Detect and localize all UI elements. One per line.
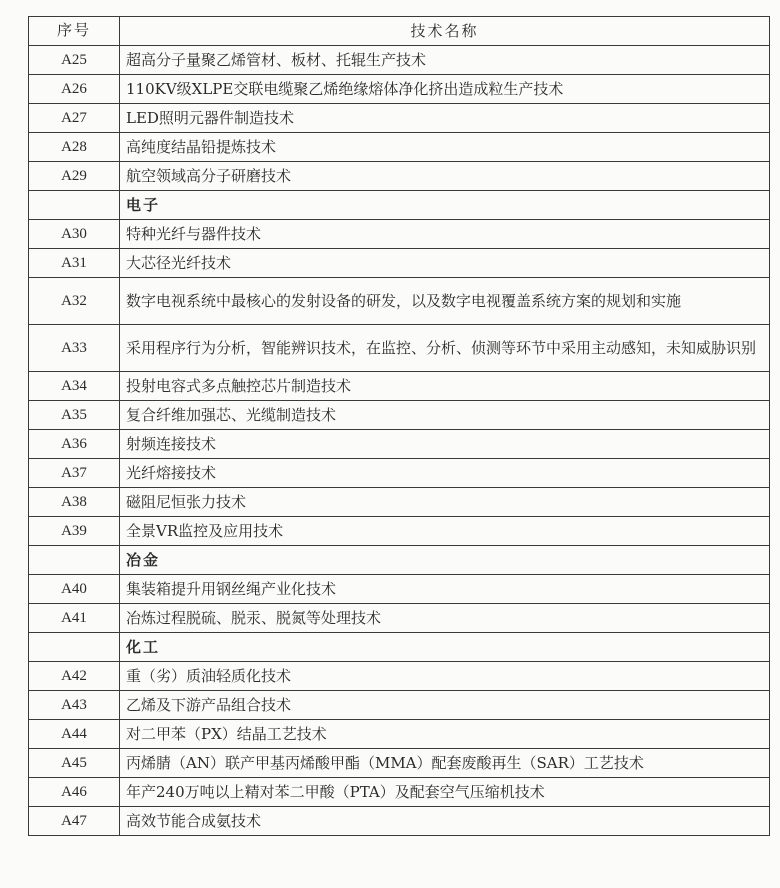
technology-name: 大芯径光纤技术 <box>126 254 232 272</box>
serial-number-cell: A31 <box>29 249 120 278</box>
category-name-cell <box>120 191 770 220</box>
serial-number-cell: A26 <box>29 75 120 104</box>
technology-name: 高效节能合成氨技术 <box>126 812 262 830</box>
table-row <box>29 278 770 325</box>
category-row <box>29 633 770 662</box>
table-row <box>29 75 770 104</box>
serial-number-cell: A34 <box>29 372 120 401</box>
technology-name: 复合纤维加强芯、光缆制造技术 <box>126 406 337 424</box>
technology-name: 磁阻尼恒张力技术 <box>126 493 247 511</box>
table-row <box>29 662 770 691</box>
serial-number-cell: A45 <box>29 749 120 778</box>
table-body <box>29 46 770 836</box>
table-row <box>29 162 770 191</box>
table-row <box>29 46 770 75</box>
serial-number-cell: A44 <box>29 720 120 749</box>
technology-name: 航空领域高分子研磨技术 <box>126 167 292 185</box>
table-row <box>29 401 770 430</box>
technology-name-cell <box>120 162 770 191</box>
technology-name-cell <box>120 691 770 720</box>
technology-name-cell <box>120 749 770 778</box>
table-row <box>29 691 770 720</box>
technology-name: 集装箱提升用钢丝绳产业化技术 <box>126 580 337 598</box>
table-row <box>29 459 770 488</box>
table-row <box>29 720 770 749</box>
table-row <box>29 778 770 807</box>
technology-name: 超高分子量聚乙烯管材、板材、托辊生产技术 <box>126 51 427 69</box>
serial-number-cell: A28 <box>29 133 120 162</box>
technology-name-cell <box>120 220 770 249</box>
serial-number-cell: A37 <box>29 459 120 488</box>
table-row <box>29 807 770 836</box>
technology-name: 对二甲苯（PX）结晶工艺技术 <box>126 725 327 743</box>
technology-name-cell <box>120 720 770 749</box>
table-row <box>29 488 770 517</box>
table-row <box>29 430 770 459</box>
serial-number-cell: A46 <box>29 778 120 807</box>
category-label: 冶金 <box>126 551 161 569</box>
table-row <box>29 133 770 162</box>
serial-number-cell: A25 <box>29 46 120 75</box>
technology-name: 光纤熔接技术 <box>126 464 217 482</box>
serial-number-cell: A36 <box>29 430 120 459</box>
header-technology-name: 技术名称 <box>120 17 770 46</box>
technology-table <box>28 16 770 836</box>
table-row <box>29 604 770 633</box>
technology-name: 高纯度结晶铅提炼技术 <box>126 138 277 156</box>
serial-number-cell: A43 <box>29 691 120 720</box>
serial-number-cell: A41 <box>29 604 120 633</box>
technology-name-cell <box>120 575 770 604</box>
technology-name-cell <box>120 46 770 75</box>
table-row <box>29 104 770 133</box>
table-row <box>29 517 770 546</box>
technology-name-cell <box>120 249 770 278</box>
technology-name: 110KV级XLPE交联电缆聚乙烯绝缘熔体净化挤出造成粒生产技术 <box>126 80 564 98</box>
technology-name-cell <box>120 401 770 430</box>
technology-name: 射频连接技术 <box>126 435 217 453</box>
table-row <box>29 220 770 249</box>
technology-name-cell <box>120 430 770 459</box>
technology-name-cell <box>120 517 770 546</box>
serial-number-cell: A38 <box>29 488 120 517</box>
serial-number-cell: A47 <box>29 807 120 836</box>
category-label: 电子 <box>126 196 161 214</box>
category-label: 化工 <box>126 638 161 656</box>
technology-name-cell <box>120 459 770 488</box>
category-name-cell <box>120 546 770 575</box>
technology-name-cell <box>120 662 770 691</box>
technology-name: 年产240万吨以上精对苯二甲酸（PTA）及配套空气压缩机技术 <box>126 783 545 801</box>
serial-number-cell <box>29 546 120 575</box>
serial-number-cell: A42 <box>29 662 120 691</box>
serial-number-cell: A27 <box>29 104 120 133</box>
serial-number-cell: A35 <box>29 401 120 430</box>
category-row <box>29 546 770 575</box>
category-row <box>29 191 770 220</box>
technology-name-cell <box>120 278 770 325</box>
technology-name: 冶炼过程脱硫、脱汞、脱氮等处理技术 <box>126 609 382 627</box>
technology-name: 全景VR监控及应用技术 <box>126 522 284 540</box>
technology-name: 数字电视系统中最核心的发射设备的研发，以及数字电视覆盖系统方案的规划和实施 <box>126 292 682 310</box>
technology-name-cell <box>120 488 770 517</box>
technology-name: 乙烯及下游产品组合技术 <box>126 696 292 714</box>
table-header-row <box>29 17 770 46</box>
serial-number-cell: A32 <box>29 278 120 325</box>
table-row <box>29 372 770 401</box>
category-name-cell <box>120 633 770 662</box>
technology-name-cell <box>120 75 770 104</box>
table-row <box>29 749 770 778</box>
table-row <box>29 249 770 278</box>
serial-number-cell: A39 <box>29 517 120 546</box>
technology-name: 特种光纤与器件技术 <box>126 225 262 243</box>
technology-name: 采用程序行为分析，智能辨识技术，在监控、分析、侦测等环节中采用主动感知，未知威胁识别 <box>126 339 757 357</box>
serial-number-cell: A29 <box>29 162 120 191</box>
serial-number-cell: A30 <box>29 220 120 249</box>
serial-number-cell: A40 <box>29 575 120 604</box>
technology-name: LED照明元器件制造技术 <box>126 109 294 127</box>
table-row <box>29 325 770 372</box>
header-serial-number: 序号 <box>29 17 120 46</box>
technology-name: 丙烯腈（AN）联产甲基丙烯酸甲酯（MMA）配套废酸再生（SAR）工艺技术 <box>126 754 644 772</box>
technology-name-cell <box>120 104 770 133</box>
technology-name-cell <box>120 604 770 633</box>
serial-number-cell: A33 <box>29 325 120 372</box>
serial-number-cell <box>29 191 120 220</box>
technology-name-cell <box>120 778 770 807</box>
technology-name-cell <box>120 372 770 401</box>
serial-number-cell <box>29 633 120 662</box>
technology-name-cell <box>120 133 770 162</box>
technology-name: 投射电容式多点触控芯片制造技术 <box>126 377 352 395</box>
technology-name-cell <box>120 807 770 836</box>
table-row <box>29 575 770 604</box>
technology-name-cell <box>120 325 770 372</box>
technology-name: 重（劣）质油轻质化技术 <box>126 667 292 685</box>
